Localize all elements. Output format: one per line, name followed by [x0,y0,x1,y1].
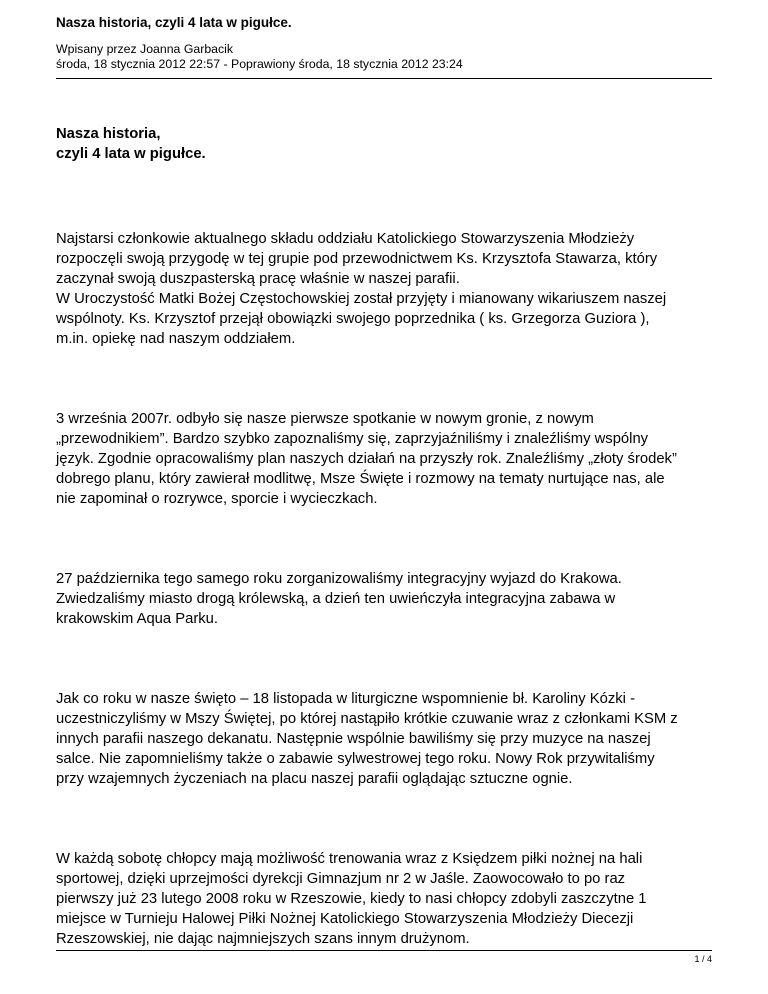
page-header [56,14,712,72]
article-heading: Nasza historia, czyli 4 lata w pigułce. [56,126,206,162]
date-line: środa, 18 stycznia 2012 22:57 - Poprawiony środa, 18 stycznia 2012 23:24 [56,57,463,71]
article-paragraph: Najstarsi członkowie aktualnego składu oddziału Katolickiego Stowarzyszenia Młodzieży rozpoczęli swoją przygodę w tej grupie pod przewodnictwem Ks. Krzysztofa Stawarza, który zaczynał swoją duszpasterską pracę właśnie w naszej parafii. W Uroczystość Matki Bożej Częstochowskiej został przyjęty i mianowany wikariuszem naszej wspólnoty. Ks. Krzysztof przejął obowiązki swojego poprzednika ( ks. Grzegorza Guziora ), m.in. opiekę nad naszym oddziałem. [56,231,667,347]
page-number: 1 / 4 [694,954,712,964]
article-paragraph: W każdą sobotę chłopcy mają możliwość trenowania wraz z Księdzem piłki nożnej na hali sportowej, dzięki uprzejmości dyrekcji Gimnazjum nr 2 w Jaśle. Zaowocowało to po raz pierwszy już 23 lutego 2008 roku w Rzeszowie, kiedy to nasi chłopcy zdobyli zaszczytne 1 miejsce w Turnieju Halowej Piłki Nożnej Katolickiego Stowarzyszenia Młodzieży Diecezji Rzeszowskiej, nie dając najmniejszych szans innym drużynom. [56,851,647,947]
article-paragraph: 27 października tego samego roku zorganizowaliśmy integracyjny wyjazd do Krakowa. Zwiedzaliśmy miasto drogą królewską, a dzień ten uwieńczyła integracyjna zabawa w krakowskim Aqua Parku. [56,571,622,627]
header-meta [56,42,712,72]
article-paragraph: 3 września 2007r. odbyło się nasze pierwsze spotkanie w nowym gronie, z nowym „przewodnikiem”. Bardzo szybko zapoznaliśmy się, zaprzyjaźniliśmy i znaleźliśmy wspólny język. Zgodnie opracowaliśmy plan naszych działań na przyszły rok. Znaleźliśmy „złoty środek” dobrego planu, który zawierał modlitwę, Msze Święte i rozmowy na tematy nurtujące nas, ale nie zapominał o rozrywce, sporcie i wycieczkach. [56,411,677,507]
article-body [56,124,716,949]
article-paragraph: Jak co roku w nasze święto – 18 listopada w liturgiczne wspomnienie bł. Karoliny Kózki - uczestniczyliśmy w Mszy Świętej, po której nastąpiło krótkie czuwanie wraz z członkami KSM z innych parafii naszego dekanatu. Następnie wspólnie bawiliśmy się przy muzyce na naszej salce. Nie zapomnieliśmy także o zabawie sylwestrowej tego roku. Nowy Rok przywitaliśmy przy wzajemnych życzeniach na placu naszej parafii oglądając sztuczne ognie. [56,691,678,787]
author-line: Wpisany przez Joanna Garbacik [56,42,234,56]
header-divider [56,78,712,79]
footer-divider [56,950,712,951]
header-title: Nasza historia, czyli 4 lata w pigułce. [56,15,292,30]
